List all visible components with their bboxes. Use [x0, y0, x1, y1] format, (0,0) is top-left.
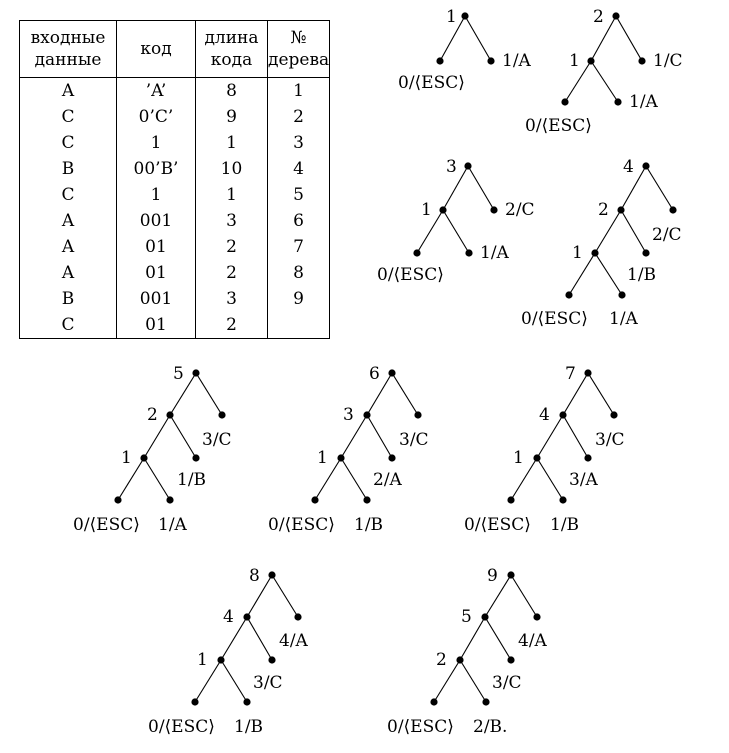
- tree-edge: [392, 373, 418, 415]
- internal-node-dot: [243, 613, 250, 620]
- code-length-cell: 10: [196, 156, 268, 182]
- leaf-node-dot: [268, 656, 275, 663]
- tree-9: [387, 566, 548, 737]
- leaf-node-label: 3/C: [253, 673, 283, 693]
- leaf-node-dot: [430, 698, 437, 705]
- leaf-node-dot: [311, 496, 318, 503]
- code-cell: 1: [117, 130, 196, 156]
- leaf-node-label: 1/A: [629, 92, 658, 112]
- root-node-label: 4: [623, 157, 634, 177]
- header-tree-number: № дерева: [268, 21, 330, 78]
- tree-number-cell: 9: [268, 286, 330, 312]
- leaf-node-label: 0/⟨ESC⟩: [387, 717, 454, 737]
- internal-node-dot: [140, 454, 147, 461]
- tree-edge: [595, 253, 622, 295]
- leaf-node-dot: [561, 98, 568, 105]
- leaf-node-dot: [614, 98, 621, 105]
- internal-node-dot: [559, 411, 566, 418]
- internal-node-dot: [217, 656, 224, 663]
- root-node-label: 5: [173, 364, 184, 384]
- tree-number-cell: 5: [268, 182, 330, 208]
- leaf-node-dot: [618, 291, 625, 298]
- root-node-dot: [192, 369, 199, 376]
- leaf-node-label: 4/A: [518, 631, 547, 651]
- leaf-node-dot: [414, 411, 421, 418]
- leaf-node-dot: [294, 613, 301, 620]
- leaf-node-label: 2/C: [652, 225, 682, 245]
- leaf-node-dot: [114, 496, 121, 503]
- leaf-node-dot: [388, 454, 395, 461]
- code-length-cell: 8: [196, 78, 268, 105]
- code-cell: 0’C’: [117, 104, 196, 130]
- tree-edge: [341, 458, 367, 500]
- internal-node-label: 1: [121, 448, 132, 468]
- tree-3: [377, 157, 535, 285]
- internal-node-label: 1: [421, 200, 432, 220]
- tree-8: [148, 566, 309, 737]
- input-symbol-cell: B: [20, 286, 117, 312]
- leaf-node-dot: [413, 249, 420, 256]
- leaf-node-dot: [243, 698, 250, 705]
- tree-7: [464, 364, 625, 535]
- leaf-node-label: 3/C: [595, 430, 625, 450]
- code-length-cell: 1: [196, 182, 268, 208]
- tree-edge: [468, 166, 494, 210]
- input-symbol-cell: B: [20, 156, 117, 182]
- root-node-label: 9: [487, 566, 498, 586]
- leaf-node-label: 4/A: [279, 631, 308, 651]
- tree-edge: [443, 210, 469, 253]
- root-node-label: 1: [446, 7, 457, 27]
- tree-edge: [621, 210, 646, 253]
- root-node-label: 2: [593, 7, 604, 27]
- leaf-node-dot: [559, 496, 566, 503]
- tree-4: [521, 157, 682, 329]
- code-length-cell: 2: [196, 260, 268, 286]
- internal-node-label: 1: [197, 650, 208, 670]
- leaf-node-label: 2/A: [373, 470, 402, 490]
- code-length-cell: 2: [196, 312, 268, 339]
- input-symbol-cell: A: [20, 78, 117, 105]
- header-input-data: входные данные: [20, 21, 117, 78]
- internal-node-dot: [533, 454, 540, 461]
- internal-node-label: 1: [569, 51, 580, 71]
- tree-edge: [144, 458, 170, 500]
- leaf-node-label: 1/A: [502, 51, 531, 71]
- tree-edge: [591, 61, 618, 102]
- header-code: код: [117, 21, 196, 78]
- root-node-label: 6: [369, 364, 380, 384]
- code-cell: ’A’: [117, 78, 196, 105]
- leaf-node-dot: [490, 206, 497, 213]
- internal-node-dot: [337, 454, 344, 461]
- tree-5: [73, 364, 232, 535]
- code-cell: 01: [117, 312, 196, 339]
- internal-node-dot: [617, 206, 624, 213]
- leaf-node-label: 0/⟨ESC⟩: [268, 515, 335, 535]
- root-node-dot: [642, 162, 649, 169]
- internal-node-label: 1: [513, 448, 524, 468]
- leaf-node-dot: [166, 496, 173, 503]
- leaf-node-label: 1/A: [158, 515, 187, 535]
- tree-edge: [272, 575, 298, 617]
- code-length-cell: 3: [196, 286, 268, 312]
- tree-edge: [616, 16, 642, 61]
- code-cell: 01: [117, 260, 196, 286]
- input-symbol-cell: C: [20, 130, 117, 156]
- code-cell: 1: [117, 182, 196, 208]
- tree-edge: [465, 16, 491, 61]
- leaf-node-dot: [218, 411, 225, 418]
- leaf-node-dot: [436, 57, 443, 64]
- root-node-dot: [388, 369, 395, 376]
- tree-2: [525, 7, 683, 136]
- tree-edge: [537, 458, 563, 500]
- internal-node-label: 2: [436, 650, 447, 670]
- leaf-node-dot: [638, 57, 645, 64]
- tree-number-cell: 7: [268, 234, 330, 260]
- code-cell: 01: [117, 234, 196, 260]
- internal-node-dot: [363, 411, 370, 418]
- tree-edge: [485, 617, 511, 660]
- code-length-cell: 3: [196, 208, 268, 234]
- tree-edge: [563, 415, 588, 458]
- root-node-dot: [612, 12, 619, 19]
- internal-node-label: 3: [343, 405, 354, 425]
- internal-node-dot: [439, 206, 446, 213]
- leaf-node-label: 1/B: [354, 515, 384, 535]
- leaf-node-label: 3/A: [569, 470, 598, 490]
- leaf-node-label: 0/⟨ESC⟩: [521, 309, 588, 329]
- leaf-node-dot: [465, 249, 472, 256]
- leaf-node-label: 1/A: [609, 309, 638, 329]
- internal-node-dot: [591, 249, 598, 256]
- leaf-node-dot: [669, 206, 676, 213]
- root-node-dot: [461, 12, 468, 19]
- leaf-node-label: 0/⟨ESC⟩: [525, 116, 592, 136]
- code-length-cell: 1: [196, 130, 268, 156]
- leaf-node-label: 0/⟨ESC⟩: [148, 717, 215, 737]
- leaf-node-label: 1/B: [550, 515, 580, 535]
- tree-6: [268, 364, 429, 535]
- code-length-cell: 2: [196, 234, 268, 260]
- leaf-node-dot: [507, 656, 514, 663]
- input-symbol-cell: A: [20, 260, 117, 286]
- internal-node-label: 1: [317, 448, 328, 468]
- code-cell: 001: [117, 286, 196, 312]
- leaf-node-label: 0/⟨ESC⟩: [377, 265, 444, 285]
- internal-node-label: 4: [539, 405, 550, 425]
- tree-number-cell: 8: [268, 260, 330, 286]
- code-cell: 00’B’: [117, 156, 196, 182]
- header-code-length: длина кода: [196, 21, 268, 78]
- tree-number-cell: 4: [268, 156, 330, 182]
- leaf-node-dot: [191, 698, 198, 705]
- leaf-node-dot: [487, 57, 494, 64]
- leaf-node-label: 2/C: [505, 200, 535, 220]
- root-node-label: 3: [446, 157, 457, 177]
- code-cell: 001: [117, 208, 196, 234]
- internal-node-label: 2: [598, 200, 609, 220]
- leaf-node-label: 1/B: [627, 265, 657, 285]
- leaf-node-dot: [363, 496, 370, 503]
- leaf-node-dot: [610, 411, 617, 418]
- tree-edge: [247, 617, 272, 660]
- root-node-label: 8: [249, 566, 260, 586]
- leaf-node-label: 0/⟨ESC⟩: [73, 515, 140, 535]
- tree-number-cell: 2: [268, 104, 330, 130]
- tree-edge: [646, 166, 673, 210]
- internal-node-dot: [456, 656, 463, 663]
- internal-node-label: 4: [223, 607, 234, 627]
- input-symbol-cell: A: [20, 208, 117, 234]
- leaf-node-dot: [507, 496, 514, 503]
- tree-edge: [367, 415, 392, 458]
- tree-edge: [588, 373, 614, 415]
- leaf-node-label: 3/C: [202, 430, 232, 450]
- leaf-node-label: 1/C: [653, 51, 683, 71]
- leaf-node-dot: [192, 454, 199, 461]
- tree-edge: [221, 660, 247, 702]
- leaf-node-dot: [584, 454, 591, 461]
- leaf-node-label: 0/⟨ESC⟩: [398, 73, 465, 93]
- tree-edge: [170, 415, 196, 458]
- leaf-node-dot: [642, 249, 649, 256]
- leaf-node-dot: [565, 291, 572, 298]
- leaf-node-label: 3/C: [492, 673, 522, 693]
- tree-number-cell: 6: [268, 208, 330, 234]
- tree-edge: [460, 660, 486, 702]
- input-symbol-cell: C: [20, 312, 117, 339]
- internal-node-label: 2: [147, 405, 158, 425]
- tree-number-cell: 1: [268, 78, 330, 105]
- root-node-dot: [584, 369, 591, 376]
- leaf-node-label: 1/A: [480, 243, 509, 263]
- leaf-node-label: 1/B: [234, 717, 264, 737]
- input-symbol-cell: A: [20, 234, 117, 260]
- input-symbol-cell: C: [20, 104, 117, 130]
- leaf-node-label: 1/B: [177, 470, 207, 490]
- code-length-cell: 9: [196, 104, 268, 130]
- internal-node-dot: [166, 411, 173, 418]
- root-node-dot: [507, 571, 514, 578]
- internal-node-dot: [481, 613, 488, 620]
- internal-node-label: 5: [461, 607, 472, 627]
- leaf-node-dot: [482, 698, 489, 705]
- tree-number-cell: 3: [268, 130, 330, 156]
- leaf-node-dot: [533, 613, 540, 620]
- input-symbol-cell: C: [20, 182, 117, 208]
- leaf-node-label: 0/⟨ESC⟩: [464, 515, 531, 535]
- root-node-dot: [464, 162, 471, 169]
- tree-edge: [511, 575, 537, 617]
- root-node-dot: [268, 571, 275, 578]
- leaf-node-label: 2/B.: [473, 717, 508, 737]
- internal-node-dot: [587, 57, 594, 64]
- internal-node-label: 1: [572, 243, 583, 263]
- root-node-label: 7: [565, 364, 576, 384]
- leaf-node-label: 3/C: [399, 430, 429, 450]
- tree-1: [398, 7, 532, 93]
- tree-edge: [196, 373, 222, 415]
